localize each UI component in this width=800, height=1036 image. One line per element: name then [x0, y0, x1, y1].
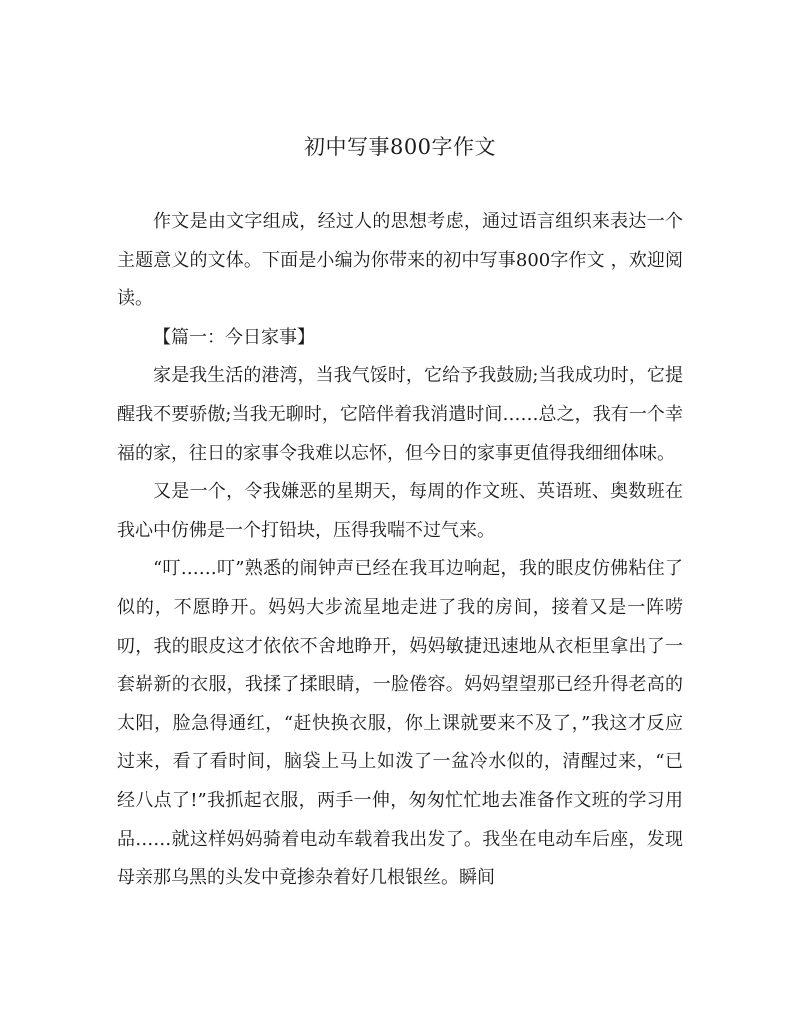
document-body — [117, 203, 683, 898]
intro-paragraph: 作文是由文字组成，经过人的思想考虑，通过语言组织来表达一个主题意义的文体。下面是小编为你带来的初中写事800字作文 ，欢迎阅读。 — [117, 211, 683, 310]
body-paragraph-1: 家是我生活的港湾，当我气馁时，它给予我鼓励;当我成功时，它提醒我不要骄傲;当我无聊时，它陪伴着我消遣时间……总之，我有一个幸福的家，往日的家事令我难以忘怀，但今日的家事更值得我细细体味。 — [117, 365, 683, 464]
document-title: 初中写事800字作文 — [303, 135, 497, 159]
body-paragraph-2: 又是一个，令我嫌恶的星期天，每周的作文班、英语班、奥数班在我心中仿佛是一个打铅块，压得我喘不过气来。 — [117, 481, 683, 541]
section-heading: 【篇一：今日家事】 — [153, 326, 315, 348]
body-paragraph-3: “叮……叮”熟悉的闹钟声已经在我耳边响起，我的眼皮仿佛粘住了似的，不愿睁开。妈妈大步流星地走进了我的房间，接着又是一阵唠叨，我的眼皮这才依依不舍地睁开，妈妈敏捷迅速地从衣柜里拿出了一套崭新的衣服，我揉了揉眼睛，一脸倦容。妈妈望望那已经升得老高的太阳，脸急得通红，“赶快换衣服，你上课就要来不及了，”我这才反应过来，看了看时间，脑袋上马上如泼了一盆冷水似的，清醒过来，“已经八点了!”我抓起衣服，两手一伸，匆匆忙忙地去准备作文班的学习用品……就这样妈妈骑着电动车载着我出发了。我坐在电动车后座，发现母亲那乌黑的头发中竟掺杂着好几根银丝。瞬间 — [117, 558, 683, 889]
